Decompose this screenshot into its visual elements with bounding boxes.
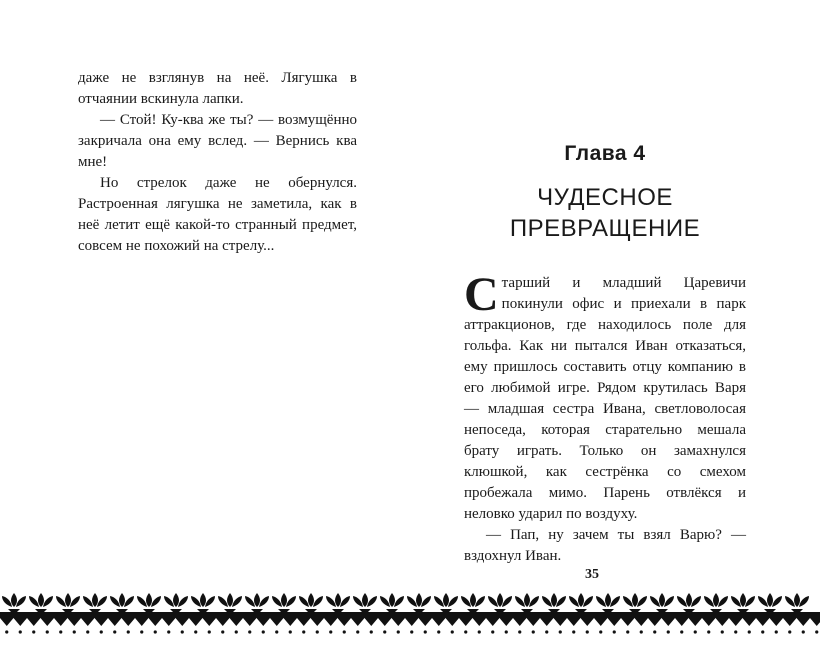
dot-ornament xyxy=(383,630,386,633)
zigzag-ornament xyxy=(41,618,55,626)
zigzag-ornament xyxy=(378,618,392,626)
dot-ornament xyxy=(343,630,346,633)
decorative-border xyxy=(0,588,820,640)
leaf-ornament xyxy=(434,593,458,612)
zigzag-ornament xyxy=(675,618,689,626)
dot-ornament xyxy=(140,630,143,633)
leaf-ornament xyxy=(731,593,755,612)
dot-ornament xyxy=(32,630,35,633)
zigzag-ornament xyxy=(756,618,770,626)
dot-ornament xyxy=(73,630,76,633)
zigzag-ornament xyxy=(230,618,244,626)
dot-ornament xyxy=(289,630,292,633)
dot-ornament xyxy=(545,630,548,633)
dot-ornament xyxy=(505,630,508,633)
zigzag-ornament xyxy=(135,618,149,626)
dot-ornament xyxy=(437,630,440,633)
zigzag-ornament xyxy=(0,618,14,626)
zigzag-ornament xyxy=(473,618,487,626)
dot-ornament xyxy=(19,630,22,633)
leaf-ornament xyxy=(191,593,215,612)
zigzag-ornament xyxy=(783,618,797,626)
dot-ornament xyxy=(491,630,494,633)
dot-ornament xyxy=(653,630,656,633)
right-page-text xyxy=(464,268,746,567)
zigzag-ornament xyxy=(810,618,820,626)
zigzag-ornament xyxy=(459,618,473,626)
zigzag-ornament xyxy=(95,618,109,626)
dot-ornament xyxy=(302,630,305,633)
leaf-ornament xyxy=(2,593,26,612)
leaf-ornament xyxy=(56,593,80,612)
leaf-ornament xyxy=(29,593,53,612)
zigzag-ornament xyxy=(297,618,311,626)
zigzag-ornament xyxy=(122,618,136,626)
dot-ornament xyxy=(329,630,332,633)
zigzag-ornament xyxy=(446,618,460,626)
zigzag-ornament xyxy=(351,618,365,626)
leaf-ornament xyxy=(542,593,566,612)
dot-ornament xyxy=(464,630,467,633)
dot-ornament xyxy=(586,630,589,633)
zigzag-ornament xyxy=(189,618,203,626)
dot-ornament xyxy=(478,630,481,633)
zigzag-ornament xyxy=(797,618,811,626)
first-paragraph-text: тарший и младший Царевичи покинули офис и приехали в парк аттракционов, где находилось поле для гольфа. Как ни пытался Иван отказаться, ему пришлось составить отцу компанию в его любимой игре. Рядом крутилась Варя — младшая сестра Ивана, светловолосая непоседа, которая старательно мешала брату играть. Только он замахнулся клюшкой, как сестрёнка со смехом пробежала мимо. Парень отвлёкся и неловко ударил по воздуху. xyxy=(464,275,746,522)
leaf-ornament xyxy=(407,593,431,612)
dot-ornament xyxy=(275,630,278,633)
dot-ornament xyxy=(599,630,602,633)
zigzag-ornament xyxy=(54,618,68,626)
zigzag-ornament xyxy=(554,618,568,626)
dot-ornament xyxy=(5,630,8,633)
zigzag-ornament xyxy=(716,618,730,626)
leaf-ornament xyxy=(785,593,809,612)
zigzag-ornament xyxy=(149,618,163,626)
dot-ornament xyxy=(559,630,562,633)
zigzag-ornament xyxy=(648,618,662,626)
dot-ornament xyxy=(46,630,49,633)
leaf-ornament xyxy=(488,593,512,612)
leaf-ornament xyxy=(596,593,620,612)
dot-ornament xyxy=(748,630,751,633)
dot-ornament xyxy=(775,630,778,633)
zigzag-ornament xyxy=(27,618,41,626)
dot-ornament xyxy=(626,630,629,633)
leaf-ornament xyxy=(326,593,350,612)
zigzag-ornament xyxy=(702,618,716,626)
leaf-ornament xyxy=(677,593,701,612)
dot-ornament xyxy=(802,630,805,633)
zigzag-ornament xyxy=(257,618,271,626)
paragraph: Но стрелок даже не обернулся. Растроенная лягушка не заметила, как в неё летит ещё какой-то странный предмет, совсем не похожий на стрелу... xyxy=(78,175,357,254)
zigzag-ornament xyxy=(365,618,379,626)
leaf-ornament xyxy=(461,593,485,612)
zigzag-ornament xyxy=(432,618,446,626)
zigzag-ornament xyxy=(176,618,190,626)
dot-ornament xyxy=(815,630,818,633)
zigzag-ornament xyxy=(662,618,676,626)
dot-ornament xyxy=(127,630,130,633)
paragraph: — Стой! Ку-ква же ты? — возмущённо закричала она ему вслед. — Вернись ква мне! xyxy=(78,112,357,170)
zigzag-ornament xyxy=(338,618,352,626)
leaf-ornament xyxy=(515,593,539,612)
dot-ornament xyxy=(667,630,670,633)
zigzag-ornament xyxy=(743,618,757,626)
dot-ornament xyxy=(262,630,265,633)
zigzag-ornament xyxy=(162,618,176,626)
zigzag-ornament xyxy=(689,618,703,626)
dot-ornament xyxy=(248,630,251,633)
zigzag-ornament xyxy=(527,618,541,626)
dot-ornament xyxy=(424,630,427,633)
dot-ornament xyxy=(761,630,764,633)
dot-ornament xyxy=(572,630,575,633)
dot-ornament xyxy=(356,630,359,633)
leaf-ornament xyxy=(110,593,134,612)
zigzag-ornament xyxy=(581,618,595,626)
leaf-ornament xyxy=(272,593,296,612)
zigzag-ornament xyxy=(513,618,527,626)
zigzag-ornament xyxy=(203,618,217,626)
dot-ornament xyxy=(694,630,697,633)
zigzag-ornament xyxy=(81,618,95,626)
leaf-ornament xyxy=(245,593,269,612)
dot-ornament xyxy=(410,630,413,633)
zigzag-ornament xyxy=(486,618,500,626)
dot-ornament xyxy=(734,630,737,633)
dot-ornament xyxy=(397,630,400,633)
chapter-title-line: ЧУДЕСНОЕ xyxy=(537,184,673,211)
dot-ornament xyxy=(86,630,89,633)
dot-ornament xyxy=(181,630,184,633)
right-page xyxy=(410,0,820,662)
dot-ornament xyxy=(113,630,116,633)
chapter-title xyxy=(460,182,750,244)
dot-ornament xyxy=(167,630,170,633)
leaf-ornament xyxy=(164,593,188,612)
zigzag-ornament xyxy=(608,618,622,626)
leaf-ornament xyxy=(704,593,728,612)
zigzag-ornament xyxy=(243,618,257,626)
page-number: 35 xyxy=(585,567,599,582)
dot-ornament xyxy=(208,630,211,633)
chapter-title-line: ПРЕВРАЩЕНИЕ xyxy=(509,215,701,242)
dot-ornament xyxy=(59,630,62,633)
dot-ornament xyxy=(370,630,373,633)
dot-ornament xyxy=(221,630,224,633)
zigzag-ornament xyxy=(594,618,608,626)
leaf-ornament xyxy=(299,593,323,612)
dot-ornament xyxy=(532,630,535,633)
zigzag-ornament xyxy=(108,618,122,626)
dot-ornament xyxy=(100,630,103,633)
dot-ornament xyxy=(194,630,197,633)
dot-ornament xyxy=(640,630,643,633)
zigzag-ornament xyxy=(216,618,230,626)
zigzag-ornament xyxy=(770,618,784,626)
leaf-ornament xyxy=(380,593,404,612)
dot-ornament xyxy=(788,630,791,633)
left-page-text xyxy=(78,68,357,257)
zigzag-ornament xyxy=(311,618,325,626)
zigzag-ornament xyxy=(540,618,554,626)
zigzag-ornament xyxy=(324,618,338,626)
paragraph: — Пап, ну зачем ты взял Варю? — вздохнул Иван. xyxy=(464,527,746,564)
zigzag-ornament xyxy=(68,618,82,626)
dot-ornament xyxy=(680,630,683,633)
leaf-ornament xyxy=(353,593,377,612)
leaf-ornament xyxy=(218,593,242,612)
dot-ornament xyxy=(707,630,710,633)
zigzag-ornament xyxy=(500,618,514,626)
zigzag-ornament xyxy=(729,618,743,626)
dot-ornament xyxy=(721,630,724,633)
drop-cap: С xyxy=(464,268,499,321)
zigzag-ornament xyxy=(635,618,649,626)
leaf-ornament xyxy=(569,593,593,612)
first-paragraph xyxy=(464,268,746,525)
zigzag-ornament xyxy=(621,618,635,626)
dot-ornament xyxy=(235,630,238,633)
dot-ornament xyxy=(613,630,616,633)
dot-ornament xyxy=(154,630,157,633)
zigzag-ornament xyxy=(392,618,406,626)
dot-ornament xyxy=(518,630,521,633)
zigzag-ornament xyxy=(14,618,28,626)
zigzag-ornament xyxy=(567,618,581,626)
zigzag-ornament xyxy=(419,618,433,626)
zigzag-ornament xyxy=(284,618,298,626)
leaf-ornament xyxy=(623,593,647,612)
zigzag-ornament xyxy=(405,618,419,626)
chapter-number: Глава 4 xyxy=(564,142,646,165)
leaf-ornament xyxy=(650,593,674,612)
dot-ornament xyxy=(316,630,319,633)
leaf-ornament xyxy=(137,593,161,612)
leaf-ornament xyxy=(83,593,107,612)
leaf-ornament xyxy=(758,593,782,612)
zigzag-ornament xyxy=(270,618,284,626)
dot-ornament xyxy=(451,630,454,633)
paragraph: даже не взглянув на неё. Лягушка в отчаянии вскинула лапки. xyxy=(78,70,357,107)
